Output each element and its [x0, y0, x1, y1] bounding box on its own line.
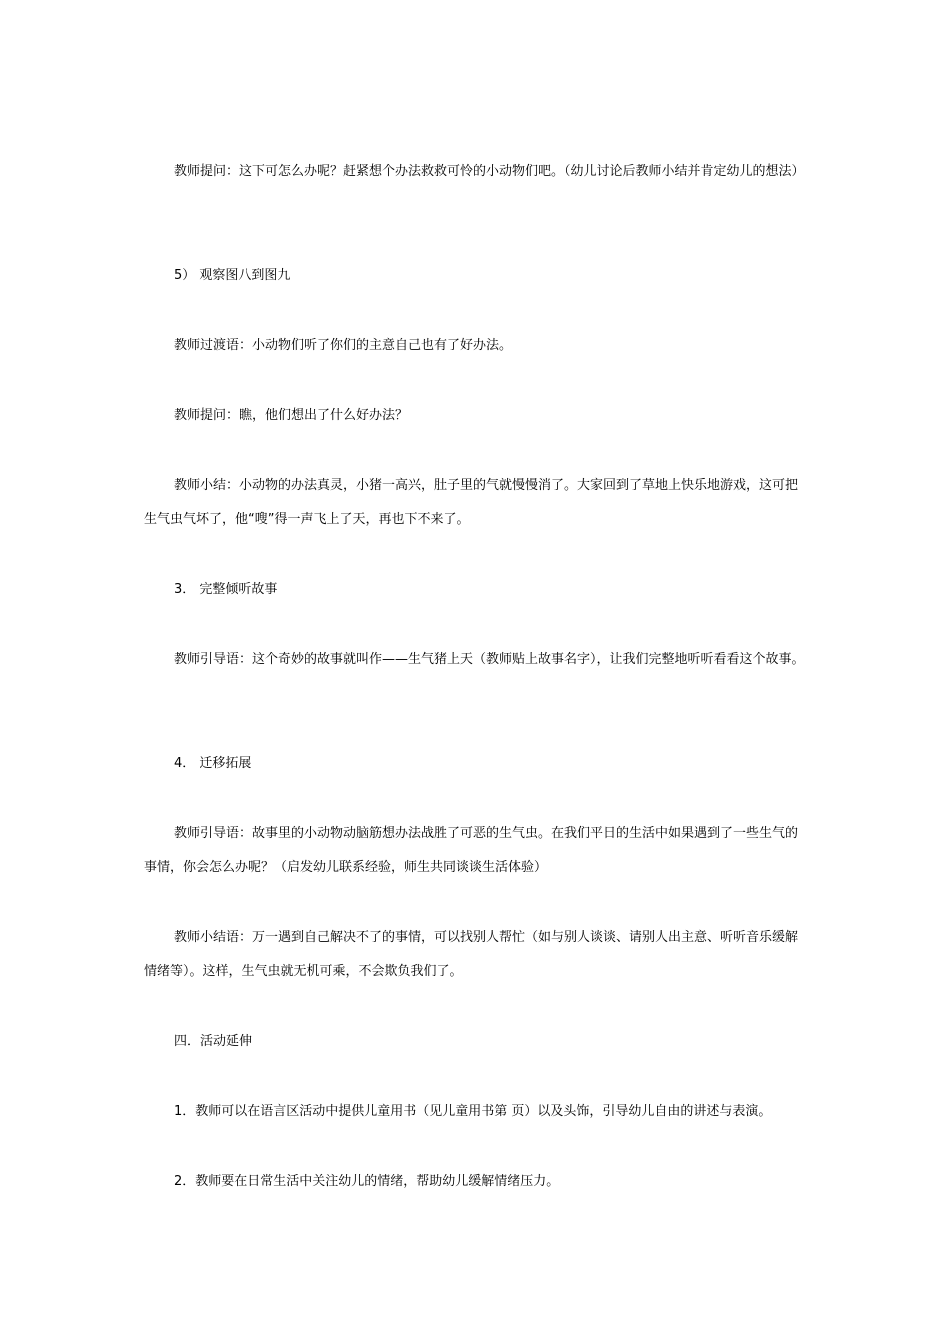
heading-listen-full-story: 3． 完整倾听故事	[174, 582, 278, 597]
heading-observe-pictures-8-9: 5） 观察图八到图九	[174, 268, 291, 283]
heading-transfer-extension: 4． 迁移拓展	[174, 756, 252, 771]
paragraph-teacher-transition: 教师过渡语：小动物们听了你们的主意自己也有了好办法。	[174, 338, 513, 353]
paragraph-teacher-summary-story: 教师小结：小动物的办法真灵，小猪一高兴，肚子里的气就慢慢消了。大家回到了草地上快乐地游戏，这可把生气虫气坏了，他“嗖”得一声飞上了天，再也下不来了。	[144, 478, 799, 527]
paragraph-teacher-guide-title: 教师引导语：这个奇妙的故事就叫作——生气猪上天（教师贴上故事名字），让我们完整地听听看看这个故事。	[174, 652, 805, 667]
list-item-language-area: 1．教师可以在语言区活动中提供儿童用书（见儿童用书第 页）以及头饰，引导幼儿自由的讲述与表演。	[174, 1104, 772, 1119]
heading-activity-extension: 四．活动延伸	[174, 1034, 253, 1049]
paragraph-teacher-summary-help: 教师小结语：万一遇到自己解决不了的事情，可以找别人帮忙（如与别人谈谈、请别人出主意、听听音乐缓解情绪等）。这样，生气虫就无机可乘，不会欺负我们了。	[144, 930, 799, 979]
paragraph-teacher-guide-discuss: 教师引导语：故事里的小动物动脑筋想办法战胜了可恶的生气虫。在我们平日的生活中如果遇到了一些生气的事情，你会怎么办呢？（启发幼儿联系经验，师生共同谈谈生活体验）	[144, 826, 799, 875]
list-item-daily-emotions: 2．教师要在日常生活中关注幼儿的情绪，帮助幼儿缓解情绪压力。	[174, 1174, 560, 1189]
paragraph-teacher-question-rescue: 教师提问：这下可怎么办呢？赶紧想个办法救救可怜的小动物们吧。（幼儿讨论后教师小结并肯定幼儿的想法）	[174, 164, 805, 179]
paragraph-teacher-question-ideas: 教师提问：瞧，他们想出了什么好办法？	[174, 408, 409, 423]
